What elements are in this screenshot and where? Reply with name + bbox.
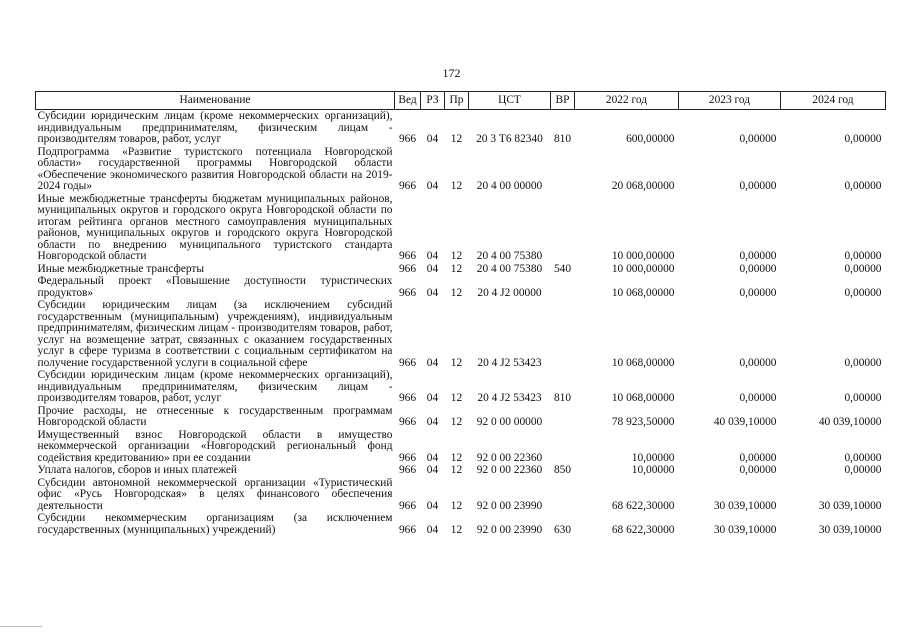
row-ved: 966 bbox=[398, 416, 417, 428]
row-vr: 850 bbox=[553, 464, 572, 476]
row-vr bbox=[551, 299, 575, 369]
row-rz: 04 bbox=[426, 180, 439, 192]
row-ved: 966 bbox=[398, 523, 417, 536]
table-row bbox=[36, 299, 886, 369]
row-ved: 966 bbox=[398, 133, 417, 145]
row-2022: 10,00000 bbox=[631, 464, 675, 476]
row-2022: 600,00000 bbox=[626, 133, 675, 145]
row-cst: 20 4 00 75380 bbox=[476, 250, 543, 262]
row-2022: 68 622,30000 bbox=[611, 523, 675, 536]
row-cst: 20 4 J2 53423 bbox=[477, 356, 542, 369]
row-name: Подпрограмма «Развитие туристского потенциала Новгородской области» государственной программы Новгородской области «Обеспечение экономического развития Новгородской области на 2019-2024 годы» bbox=[37, 145, 393, 192]
table-row bbox=[36, 429, 886, 465]
row-ved: 966 bbox=[398, 356, 417, 369]
row-rz: 04 bbox=[426, 262, 439, 275]
table-row bbox=[36, 464, 886, 477]
row-2024: 0,00000 bbox=[844, 250, 882, 262]
row-2024: 0,00000 bbox=[844, 262, 882, 275]
row-cst: 92 0 00 23990 bbox=[476, 523, 543, 536]
table-row bbox=[36, 512, 886, 536]
page-number: 172 bbox=[442, 66, 461, 80]
row-pr: 12 bbox=[450, 523, 463, 536]
row-ved: 966 bbox=[398, 286, 417, 299]
row-name: Имущественный взнос Новгородской области в имущество некоммерческой организации «Новгородский региональный фонд содействия кредитованию» при ее создании bbox=[37, 428, 393, 464]
row-ved: 966 bbox=[398, 180, 417, 192]
row-pr: 12 bbox=[450, 416, 463, 428]
row-pr: 12 bbox=[450, 499, 463, 512]
row-vr bbox=[551, 193, 575, 263]
row-2024: 0,00000 bbox=[844, 133, 882, 145]
row-pr: 12 bbox=[450, 286, 463, 299]
row-2023: 0,00000 bbox=[739, 180, 777, 192]
table-row bbox=[36, 369, 886, 405]
header-2024: 2024 год bbox=[781, 92, 886, 110]
row-cst: 20 4 J2 53423 bbox=[477, 392, 542, 404]
row-name: Уплата налогов, сборов и иных платежей bbox=[37, 464, 237, 476]
row-cst: 20 4 J2 00000 bbox=[477, 286, 542, 299]
row-vr bbox=[551, 405, 575, 429]
row-ved: 966 bbox=[398, 262, 417, 275]
row-2023: 40 039,10000 bbox=[713, 416, 777, 428]
row-2022: 10 000,00000 bbox=[611, 262, 675, 275]
row-name: Субсидии автономной некоммерческой организации «Туристический офис «Русь Новгородская» в целях финансового обеспечения деятельности bbox=[37, 476, 393, 512]
row-ved: 966 bbox=[398, 499, 417, 512]
header-vr: ВР bbox=[551, 92, 575, 110]
row-cst: 20 4 00 00000 bbox=[476, 180, 543, 192]
table-row bbox=[36, 477, 886, 513]
row-2024: 0,00000 bbox=[844, 180, 882, 192]
table-row bbox=[36, 263, 886, 276]
row-name: Иные межбюджетные трансферты бюджетам муниципальных районов, муниципальных округов и городского округа Новгородской области по итогам рейтинга органов местного самоуправления муниципальных районов, муниципальных округов и городского округа Новгородской области по внедрению муниципального туристского стандарта Новгородской области bbox=[37, 192, 393, 262]
row-cst: 92 0 00 22360 bbox=[476, 464, 543, 476]
row-rz: 04 bbox=[426, 523, 439, 536]
row-2024: 30 039,10000 bbox=[818, 499, 882, 512]
row-cst: 20 4 00 75380 bbox=[476, 262, 543, 275]
row-2022: 10 000,00000 bbox=[611, 250, 675, 262]
header-2023: 2023 год bbox=[679, 92, 781, 110]
header-cst: ЦСТ bbox=[469, 92, 551, 110]
row-rz: 04 bbox=[426, 416, 439, 428]
row-2024: 30 039,10000 bbox=[818, 523, 882, 536]
row-rz: 04 bbox=[426, 133, 439, 145]
row-rz: 04 bbox=[426, 392, 439, 404]
row-ved: 966 bbox=[398, 250, 417, 262]
row-vr bbox=[551, 146, 575, 193]
row-2022: 10 068,00000 bbox=[611, 356, 675, 369]
table-header-row bbox=[36, 92, 886, 110]
row-rz: 04 bbox=[426, 451, 439, 464]
table-row bbox=[36, 405, 886, 429]
row-2023: 0,00000 bbox=[739, 262, 777, 275]
row-2023: 0,00000 bbox=[739, 356, 777, 369]
row-2022: 20 068,00000 bbox=[611, 180, 675, 192]
row-2023: 0,00000 bbox=[739, 392, 777, 404]
row-rz: 04 bbox=[426, 464, 439, 476]
row-2023: 0,00000 bbox=[739, 250, 777, 262]
row-2024: 0,00000 bbox=[844, 392, 882, 404]
row-pr: 12 bbox=[450, 464, 463, 476]
row-pr: 12 bbox=[450, 262, 463, 275]
row-2023: 0,00000 bbox=[739, 133, 777, 145]
row-2023: 0,00000 bbox=[739, 464, 777, 476]
row-2023: 0,00000 bbox=[739, 451, 777, 464]
header-ved: Вед bbox=[395, 92, 421, 110]
row-name: Субсидии некоммерческим организациям (за исключением государственных (муниципальных) учреждений) bbox=[37, 512, 393, 536]
header-2022: 2022 год bbox=[575, 92, 679, 110]
row-name: Субсидии юридическим лицам (за исключением субсидий государственным (муниципальным) учреждениям), индивидуальным предпринимателям, физическим лицам - производителям товаров, работ, услуг на возмещение затрат, связанных с оказанием государственных услуг в сфере туризма в соответствии с социальным сертификатом на получение государственной услуги в социальной сфере bbox=[37, 299, 393, 369]
page-edge-line bbox=[0, 626, 42, 627]
row-vr: 810 bbox=[553, 133, 572, 145]
row-pr: 12 bbox=[450, 392, 463, 404]
row-2022: 68 622,30000 bbox=[611, 499, 675, 512]
row-2024: 0,00000 bbox=[844, 451, 882, 464]
row-2022: 78 923,50000 bbox=[611, 416, 675, 428]
row-2022: 10 068,00000 bbox=[611, 286, 675, 299]
row-name: Прочие расходы, не отнесенные к государственным программам Новгородской области bbox=[37, 404, 393, 428]
budget-table bbox=[35, 91, 886, 536]
row-pr: 12 bbox=[450, 133, 463, 145]
row-cst: 92 0 00 00000 bbox=[476, 416, 543, 428]
row-rz: 04 bbox=[426, 356, 439, 369]
row-vr bbox=[551, 275, 575, 299]
row-name: Федеральный проект «Повышение доступности туристических продуктов» bbox=[37, 275, 393, 299]
row-pr: 12 bbox=[450, 451, 463, 464]
row-vr bbox=[551, 477, 575, 513]
row-name: Субсидии юридическим лицам (кроме некоммерческих организаций), индивидуальным предпринимателям, физическим лицам - производителям товаров, работ, услуг bbox=[37, 110, 393, 145]
row-2022: 10,00000 bbox=[631, 451, 675, 464]
table-row bbox=[36, 110, 886, 146]
table-row bbox=[36, 275, 886, 299]
header-rz: РЗ bbox=[421, 92, 445, 110]
row-pr: 12 bbox=[450, 250, 463, 262]
row-cst: 92 0 00 23990 bbox=[476, 499, 543, 512]
row-cst: 20 3 Т6 82340 bbox=[476, 133, 543, 145]
row-name: Субсидии юридическим лицам (кроме некоммерческих организаций), индивидуальным предпринимателям, физическим лицам - производителям товаров, работ, услуг bbox=[37, 369, 393, 404]
table-row bbox=[36, 193, 886, 263]
row-pr: 12 bbox=[450, 180, 463, 192]
row-2023: 30 039,10000 bbox=[713, 523, 777, 536]
table-row bbox=[36, 146, 886, 193]
row-2023: 30 039,10000 bbox=[713, 499, 777, 512]
header-name: Наименование bbox=[36, 92, 395, 110]
row-name: Иные межбюджетные трансферты bbox=[37, 262, 205, 275]
row-2022: 10 068,00000 bbox=[611, 392, 675, 404]
row-2024: 0,00000 bbox=[844, 464, 882, 476]
row-2024: 0,00000 bbox=[844, 286, 882, 299]
row-2024: 40 039,10000 bbox=[818, 416, 882, 428]
row-rz: 04 bbox=[426, 499, 439, 512]
header-pr: Пр bbox=[445, 92, 469, 110]
row-ved: 966 bbox=[398, 451, 417, 464]
row-vr bbox=[551, 429, 575, 465]
row-ved: 966 bbox=[398, 464, 417, 476]
row-ved: 966 bbox=[398, 392, 417, 404]
row-rz: 04 bbox=[426, 286, 439, 299]
row-rz: 04 bbox=[426, 250, 439, 262]
row-vr: 540 bbox=[553, 262, 572, 275]
row-2023: 0,00000 bbox=[739, 286, 777, 299]
row-vr: 810 bbox=[553, 392, 572, 404]
row-vr: 630 bbox=[553, 523, 572, 536]
row-pr: 12 bbox=[450, 356, 463, 369]
row-2024: 0,00000 bbox=[844, 356, 882, 369]
row-cst: 92 0 00 22360 bbox=[476, 451, 543, 464]
